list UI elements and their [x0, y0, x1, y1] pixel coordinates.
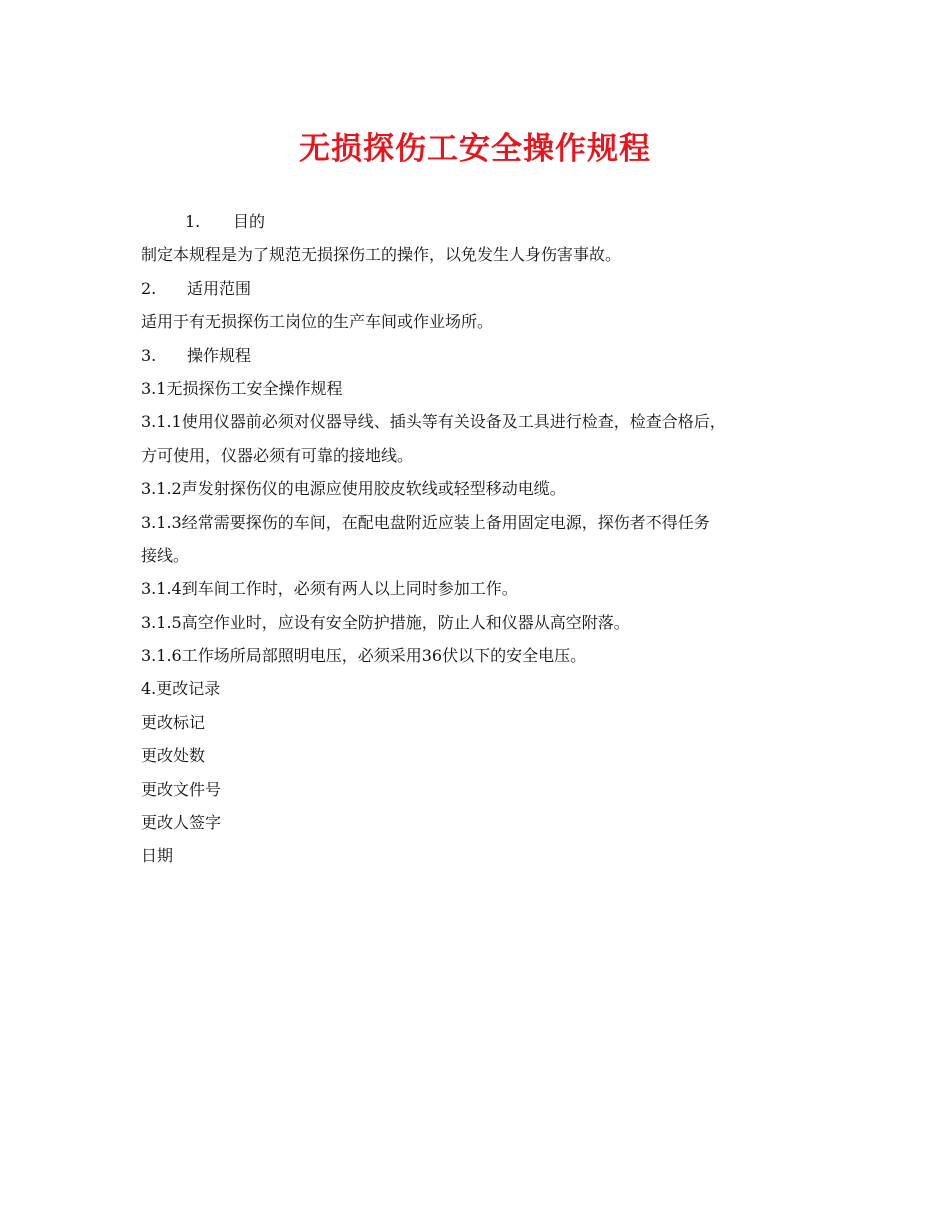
section-heading-text: 操作规程: [187, 345, 252, 365]
document-body: [141, 205, 821, 873]
change-record-field: 更改处数: [141, 746, 206, 766]
section-heading-purpose: [141, 205, 821, 238]
paragraph-line: 3.1.5高空作业时，应设有安全防护措施，防止人和仪器从高空附落。: [141, 612, 630, 632]
paragraph-line: 3.1.2声发射探伤仪的电源应使用胶皮软线或轻型移动电缆。: [141, 479, 566, 499]
section-heading-scope: [141, 272, 821, 305]
section-number: 3.: [141, 345, 157, 365]
paragraph-line: 制定本规程是为了规范无损探伤工的操作，以免发生人身伤害事故。: [141, 245, 622, 265]
section-number: 1.: [185, 212, 201, 231]
change-record-field: 更改文件号: [141, 779, 222, 799]
paragraph-line: 3.1.3经常需要探伤的车间，在配电盘附近应装上备用固定电源，探伤者不得任务: [141, 512, 710, 532]
change-record-heading: 4.更改记录: [141, 679, 221, 699]
paragraph-line: 3.1无损探伤工安全操作规程: [141, 378, 343, 398]
paragraph-line: 接线。: [141, 545, 190, 565]
paragraph-line: 3.1.1使用仪器前必须对仪器导线、插头等有关设备及工具进行检查，检查合格后，: [141, 412, 726, 432]
change-record-field: 更改标记: [141, 712, 206, 732]
section-number: 2.: [141, 278, 157, 298]
paragraph-line: 适用于有无损探伤工岗位的生产车间或作业场所。: [141, 312, 494, 332]
paragraph-line: 3.1.6工作场所局部照明电压，必须采用36伏以下的安全电压。: [141, 646, 587, 666]
change-record-field: 更改人签字: [141, 813, 222, 833]
paragraph-line: 3.1.4到车间工作时，必须有两人以上同时参加工作。: [141, 579, 518, 599]
change-record-field: 日期: [141, 846, 174, 866]
document-title: 无损探伤工安全操作规程: [299, 131, 651, 167]
paragraph-line: 方可使用，仪器必须有可靠的接地线。: [141, 445, 414, 465]
section-heading-procedure: [141, 339, 821, 372]
section-heading-text: 目的: [233, 212, 266, 231]
section-heading-text: 适用范围: [187, 278, 252, 298]
